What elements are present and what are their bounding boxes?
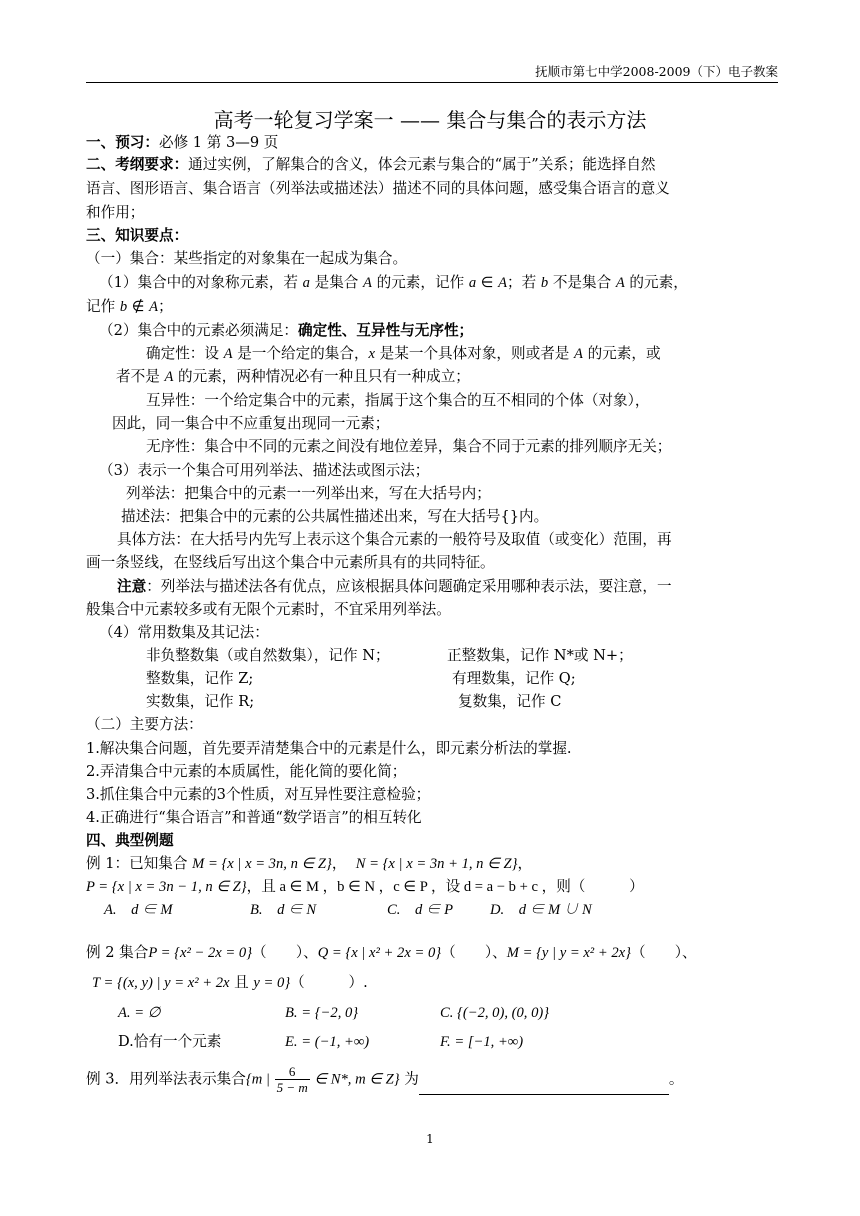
paragraph-line: 确定性：设 A 是一个给定的集合，x 是某一个具体对象，则或者是 A 的元素，或: [146, 345, 661, 362]
paragraph-line: （二）主要方法：: [86, 716, 203, 733]
section-requirements: 二、考纲要求：通过实例，了解集合的含义，体会元素与集合的“属于”关系；能选择自然: [86, 156, 656, 173]
section-heading: 一、预习：: [86, 134, 159, 151]
method-item: 2.弄清集合中元素的本质属性，能化简的要化简；: [86, 763, 407, 780]
example-1: 例 1：已知集合 M = {x | x = 3n, n ∈ Z}， N = {x | x = 3n + 1, n ∈ Z}，: [86, 855, 533, 872]
paragraph-line: （2）集合中的元素必须满足：确定性、互异性与无序性；: [99, 322, 474, 339]
page-number: 1: [426, 1132, 434, 1146]
option-e: E. = (−1, +∞): [285, 1034, 370, 1050]
paragraph-line: 画一条竖线，在竖线后写出这个集合中元素所具有的共同特征。: [86, 554, 495, 571]
option-f: F. = [−1, +∞): [440, 1034, 524, 1050]
page-header: 抚顺市第七中学2008-2009（下）电子教案: [535, 64, 778, 79]
paragraph-line: 无序性：集合中不同的元素之间没有地位差异，集合不同于元素的排列顺序无关；: [146, 438, 672, 455]
option-a: A. = ∅: [118, 1005, 161, 1021]
paragraph-line: （1）集合中的对象称元素，若 a 是集合 A 的元素，记作 a ∈ A；若 b 不是集合 A 的元素，: [99, 274, 688, 291]
option-d: D. d ∈ M ∪ N: [490, 902, 592, 918]
header-rule: [86, 82, 778, 83]
method-item: 3.抓住集合中元素的3个性质，对互异性要注意检验；: [86, 786, 431, 803]
section-heading: 四、典型例题: [86, 832, 174, 849]
paragraph-line: 般集合中元素较多或有无限个元素时，不宜采用列举法。: [86, 601, 451, 618]
section-heading: 二、考纲要求：: [86, 156, 189, 173]
paragraph-line: 注意：列举法与描述法各有优点，应该根据具体问题确定采用哪种表示法，要注意，一: [117, 578, 672, 595]
example-1-line2: P = {x | x = 3n − 1, n ∈ Z}，且 a ∈ M ，b ∈ N ，c ∈ P ，设 d = a − b + c ，则（ ）: [86, 879, 644, 895]
paragraph-line: 和作用；: [86, 204, 145, 221]
option-b: B. d ∈ N: [250, 902, 317, 918]
example-3: 例 3．用列举法表示集合{m | $\frac{6}{5 - m}$ ∈ N*, m ∈ Z} 为 。: [86, 1064, 684, 1095]
option-c: C. {(−2, 0), (0, 0)}: [440, 1005, 550, 1021]
option-c: C. d ∈ P: [387, 902, 454, 918]
number-set-item: 实数集，记作 R;: [146, 693, 255, 710]
paragraph-line: 者不是 A 的元素，两种情况必有一种且只有一种成立；: [116, 368, 470, 385]
paragraph-line: 具体方法：在大括号内先写上表示这个集合元素的一般符号及取值（或变化）范围，再: [117, 531, 672, 548]
number-set-item: 复数集，记作 C: [458, 693, 562, 710]
option-b: B. = {−2, 0}: [285, 1005, 359, 1021]
paragraph-line: （一）集合：某些指定的对象集在一起成为集合。: [86, 250, 408, 267]
paragraph-line: 记作 b ∉ A；: [86, 298, 173, 315]
paragraph-line: 列举法：把集合中的元素一一列举出来，写在大括号内；: [126, 485, 491, 502]
paragraph-line: （4）常用数集及其记法：: [99, 624, 269, 641]
example-2: 例 2 集合P = {x² − 2x = 0}（ ）、Q = {x | x² + 2x = 0}（ ）、M = {y | y = x² + 2x}（ ）、: [86, 944, 697, 961]
paragraph-line: 语言、图形语言、集合语言（列举法或描述法）描述不同的具体问题，感受集合语言的意义: [86, 180, 670, 197]
section-heading: 三、知识要点：: [86, 227, 189, 244]
number-set-item: 有理数集，记作 Q;: [452, 670, 576, 687]
section-preview: 一、预习：必修 1 第 3—9 页: [86, 134, 279, 151]
paragraph-line: 因此，同一集合中不应重复出现同一元素；: [112, 415, 390, 432]
option-d: D.恰有一个元素: [118, 1033, 222, 1050]
document-title: 高考一轮复习学案一 —— 集合与集合的表示方法: [213, 108, 647, 132]
number-set-item: 整数集，记作 Z;: [146, 670, 254, 687]
fraction: $\frac{6}{5 - m}$: [276, 1064, 308, 1095]
method-item: 1.解决集合问题，首先要弄清楚集合中的元素是什么，即元素分析法的掌握.: [86, 740, 572, 757]
number-set-item: 非负整数集（或自然数集），记作 N；: [146, 647, 390, 664]
number-set-item: 正整数集，记作 N*或 N+；: [447, 647, 633, 664]
paragraph-line: （3）表示一个集合可用列举法、描述法或图示法；: [99, 462, 430, 479]
paragraph-line: 描述法：把集合中的元素的公共属性描述出来，写在大括号{}内。: [121, 508, 549, 525]
method-item: 4.正确进行“集合语言”和普通“数学语言”的相互转化: [86, 809, 422, 826]
option-a: A. d ∈ M: [104, 902, 173, 918]
answer-blank[interactable]: [419, 1079, 669, 1095]
paragraph-line: 互异性：一个给定集合中的元素，指属于这个集合的互不相同的个体（对象），: [146, 392, 650, 409]
example-2-line2: T = {(x, y) | y = x² + 2x 且 y = 0}（ ）.: [92, 974, 368, 991]
